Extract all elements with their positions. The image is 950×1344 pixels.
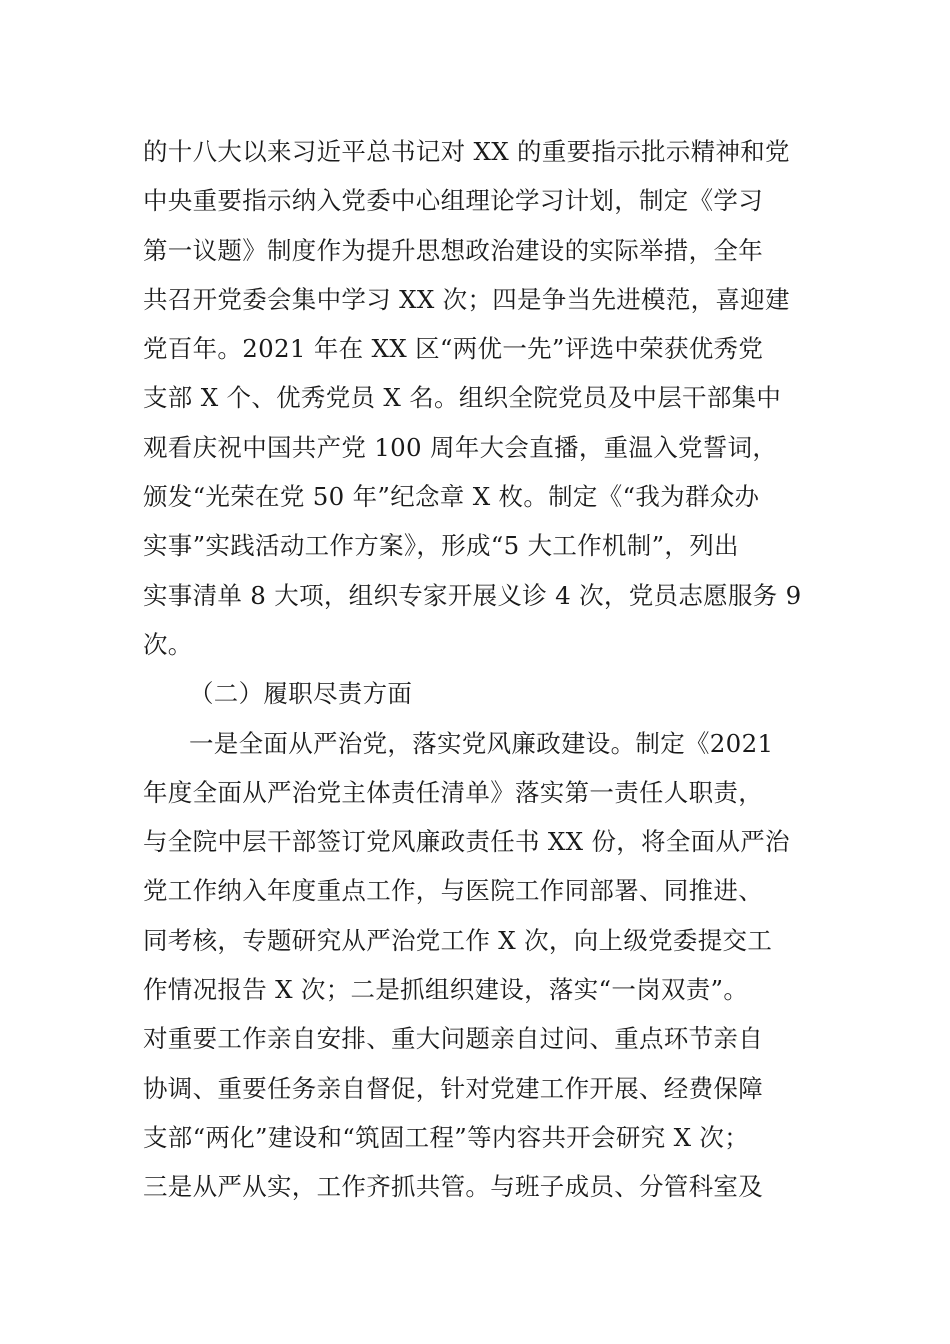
text-line: 共召开党委会集中学习 XX 次；四是争当先进模范，喜迎建 bbox=[143, 284, 790, 314]
text-line: 的十八大以来习近平总书记对 XX 的重要指示批示精神和党 bbox=[143, 137, 790, 166]
text-line: 一是全面从严治党，落实党风廉政建设。制定《2021 bbox=[189, 728, 774, 758]
text-line: 党工作纳入年度重点工作，与医院工作同部署、同推进、 bbox=[143, 876, 763, 906]
document-body bbox=[143, 127, 823, 1212]
text-line: 作情况报告 X 次；二是抓组织建设，落实“一岗双责”。 bbox=[143, 975, 749, 1005]
paragraph-1 bbox=[143, 127, 823, 669]
text-line: 三是从严从实，工作齐抓共管。与班子成员、分管科室及 bbox=[143, 1172, 763, 1202]
text-line: 支部“两化”建设和“筑固工程”等内容共开会研究 X 次； bbox=[143, 1122, 750, 1152]
text-line: 对重要工作亲自安排、重大问题亲自过问、重点环节亲自 bbox=[143, 1024, 763, 1054]
text-line: 中央重要指示纳入党委中心组理论学习计划，制定《学习 bbox=[143, 186, 763, 216]
text-line: 颁发“光荣在党 50 年”纪念章 X 枚。制定《“我为群众办 bbox=[143, 482, 760, 512]
text-line: 第一议题》制度作为提升思想政治建设的实际举措，全年 bbox=[143, 235, 763, 265]
text-line: 实事清单 8 大项，组织专家开展义诊 4 次，党员志愿服务 9 bbox=[143, 580, 802, 610]
text-line: 观看庆祝中国共产党 100 周年大会直播，重温入党誓词， bbox=[143, 432, 778, 462]
text-line: 党百年。2021 年在 XX 区“两优一先”评选中荣获优秀党 bbox=[143, 334, 764, 364]
text-line: 次。 bbox=[143, 629, 193, 659]
section-heading: （二）履职尽责方面 bbox=[189, 679, 413, 709]
text-line: 协调、重要任务亲自督促，针对党建工作开展、经费保障 bbox=[143, 1073, 763, 1103]
text-line: 支部 X 个、优秀党员 X 名。组织全院党员及中层干部集中 bbox=[143, 383, 782, 413]
text-line: 实事”实践活动工作方案》，形成“5 大工作机制”，列出 bbox=[143, 531, 739, 561]
paragraph-2 bbox=[143, 719, 823, 1212]
text-line: 与全院中层干部签订党风廉政责任书 XX 份，将全面从严治 bbox=[143, 827, 790, 857]
text-line: 年度全面从严治党主体责任清单》落实第一责任人职责， bbox=[143, 777, 763, 807]
text-line: 同考核，专题研究从严治党工作 X 次，向上级党委提交工 bbox=[143, 925, 773, 955]
